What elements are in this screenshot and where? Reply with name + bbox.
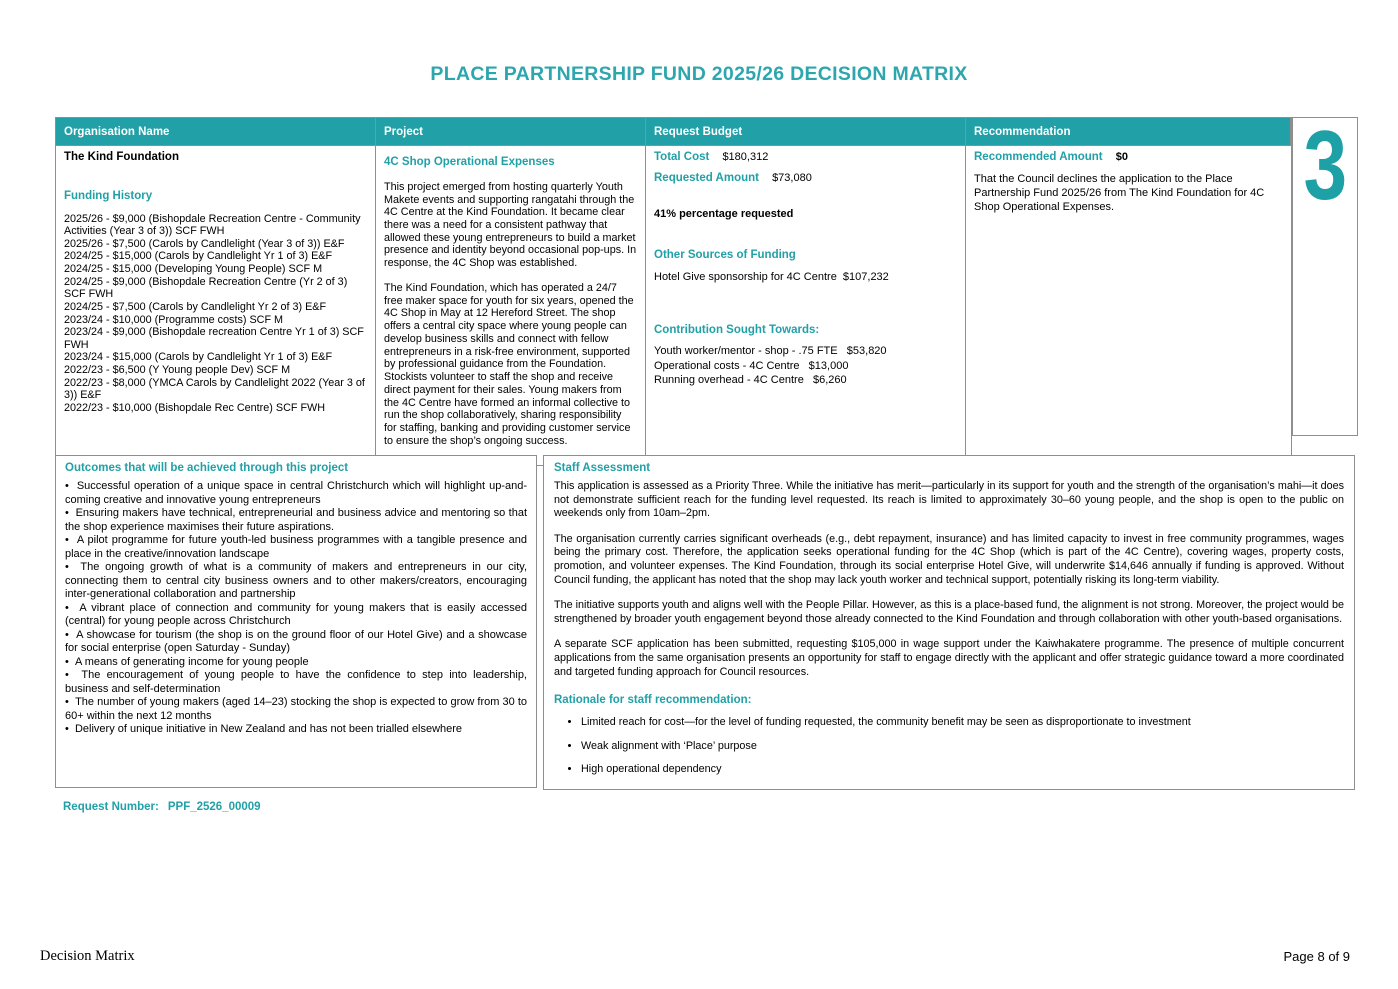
page-title: PLACE PARTNERSHIP FUND 2025/26 DECISION MATRIX [430,63,968,85]
funding-history-item: 2022/23 - $10,000 (Bishopdale Rec Centre) SCF FWH [64,401,326,414]
project-paragraph: The Kind Foundation, which has operated a 24/7 free maker space for youth for six years, opened the 4C Shop in May at 12 Hereford Street. The shop offers a central city space where young people can develop business skills and connect with fellow entrepreneurs in a risk-free environment, supported by professional guidance from the Foundation. Stockists volunteer to staff the shop and receive direct payment for their sales. Young makers from the 4C Centre have formed an informal collective to run the shop collaboratively, sharing responsibility for staffing, banking and providing customer service to ensure the shop’s ongoing success. [384,281,634,447]
header-project: Project [376,118,646,145]
organisation-cell [56,145,376,465]
rationale-item: • High operational dependency [581,763,1344,776]
percentage-requested: 41% percentage requested [654,207,794,220]
contribution-list [654,344,957,386]
project-paragraph: This project emerged from hosting quarterly Youth Makete events and supporting rangatahi through the 4C Centre at the Kind Foundation. It became clear there was a need for a consistent pathway that allowed these young entrepreneurs to build a market presence and identity beyond occasional pop-ups. In response, the 4C Shop was established. [384,180,637,270]
priority-score: 3 [1303,110,1347,220]
request-budget-cell [646,145,966,465]
requested-amount-value: $73,080 [772,171,812,184]
header-organisation-name: Organisation Name [56,118,376,145]
total-cost-value: $180,312 [722,151,769,163]
header-recommendation: Recommendation [966,118,1291,145]
rationale-heading: Rationale for staff recommendation: [554,694,752,707]
outcome-item: • The ongoing growth of what is a community of makers and entrepreneurs in our city, connecting them to central city business owners and to other makers/creators, encouraging inter-generational collaboration and partnership [65,561,527,602]
outcome-item: • A pilot programme for future youth-led business programmes with a tangible presence and place in the creative/innovation landscape [65,534,527,561]
total-cost-row [654,151,957,165]
staff-assessment-heading: Staff Assessment [554,462,651,474]
contribution-item: Operational costs - 4C Centre $13,000 [654,359,849,372]
outcome-item: • The number of young makers (aged 14–23) stocking the shop is expected to grow from 30 to 60+ within the next 12 months [65,696,527,723]
other-sources-heading: Other Sources of Funding [654,248,796,261]
header-request-budget: Request Budget [646,118,966,145]
staff-assessment-text [554,480,1344,679]
requested-amount-row [654,172,957,186]
staff-assessment-paragraph: This application is assessed as a Priority Three. While the initiative has merit—particularly in its support for youth and the strength of the organisation’s mahi—it does not demonstrate sufficient reach for the funding level requested. Its reach is limited to approximately 30–60 young people, and the shop is open to the public on weekends only from 10am–2pm. [554,480,1344,520]
funding-history-list [64,213,367,415]
funding-history-item: 2024/25 - $15,000 (Carols by Candlelight Yr 1 of 3) E&F [64,250,333,263]
outcomes-box [55,455,537,788]
outcome-item: • The encouragement of young people to have the confidence to step into leadership, business and self-determination [65,669,527,696]
project-description [384,181,637,448]
funding-history-item: 2023/24 - $10,000 (Programme costs) SCF M [64,313,284,326]
recommendation-text: That the Council declines the application to the Place Partnership Fund 2025/26 from The Kind Foundation for 4C Shop Operational Expenses. [974,172,1265,213]
footer-page-number: Page 8 of 9 [1283,949,1350,964]
request-number-value: PPF_2526_00009 [167,801,261,813]
contribution-item: Youth worker/mentor - shop - .75 FTE $53,820 [654,345,887,358]
outcome-item: • Successful operation of a unique space in central Christchurch which will highlight up-and-coming creative and innovative young entrepreneurs [65,480,527,507]
staff-assessment-paragraph: The initiative supports youth and aligns well with the People Pillar. However, as this is a place-based fund, the alignment is not strong. Moreover, the project would be strengthened by broader youth engagement beyond those already connected to the Kind Foundation and through collaboration with other youth-based organisations. [554,599,1344,625]
funding-history-item: 2023/24 - $15,000 (Carols by Candlelight Yr 1 of 3) E&F [64,351,333,364]
staff-assessment-paragraph: The organisation currently carries significant overheads (e.g., debt repayment, insurance) and has limited capacity to invest in free community programmes, wages being the primary cost. Therefore, the application seeks operational funding for the 4C Shop (which is part of the 4C Centre), covering wages, property costs, promotion, and volunteer expenses. The Kind Foundation, through its social enterprise Hotel Give, will underwrite $14,646 annually if funding is approved. Without Council funding, the applicant has noted that the shop may lack youth worker and technical support, potentially risking its long-term viability. [554,532,1344,586]
funding-history-heading: Funding History [64,189,153,202]
requested-amount-label: Requested Amount [654,171,759,184]
outcome-item: • Ensuring makers have technical, entrepreneurial and business advice and mentoring so that the shop experience maximises their future aspirations. [65,507,527,534]
outcome-item: • A means of generating income for young people [65,656,527,670]
funding-history-item: 2023/24 - $9,000 (Bishopdale recreation Centre Yr 1 of 3) SCF FWH [64,326,364,351]
funding-history-item: 2022/23 - $6,500 (Y Young people Dev) SCF M [64,364,291,377]
rationale-item: • Limited reach for cost—for the level of funding requested, the community benefit may be seen as disproportionate to investment [581,716,1344,729]
outcome-item: • A showcase for tourism (the shop is on the ground floor of our Hotel Give) and a showcase for social enterprise (open Saturday - Sunday) [65,629,527,656]
project-cell [376,145,646,465]
priority-score-box [1292,110,1358,436]
recommended-amount-label: Recommended Amount [974,151,1103,163]
recommendation-cell [966,145,1291,465]
outcome-item: • A vibrant place of connection and community for young makers that is easily accessed (central) for young people across Christchurch [65,602,527,629]
recommended-amount-row [974,151,1283,165]
contribution-item: Running overhead - 4C Centre $6,260 [654,373,847,386]
funding-history-item: 2025/26 - $7,500 (Carols by Candlelight (Year 3 of 3)) E&F [64,237,345,250]
outcomes-list [65,480,527,737]
outcome-item: • Delivery of unique initiative in New Zealand and has not been trialled elsewhere [65,723,527,737]
request-number-label: Request Number: [63,801,159,813]
organisation-name: The Kind Foundation [64,151,179,163]
funding-history-item: 2022/23 - $8,000 (YMCA Carols by Candlelight 2022 (Year 3 of 3)) E&F [64,376,365,402]
funding-history-item: 2024/25 - $15,000 (Developing Young People) SCF M [64,263,323,276]
funding-history-item: 2024/25 - $7,500 (Carols by Candlelight Yr 2 of 3) E&F [64,300,327,313]
contribution-heading: Contribution Sought Towards: [654,323,820,336]
request-number [63,801,261,813]
footer-document-name: Decision Matrix [40,948,135,964]
funding-history-item: 2024/25 - $9,000 (Bishopdale Recreation Centre (Yr 2 of 3) SCF FWH [64,275,348,301]
staff-assessment-box [543,455,1355,790]
project-title: 4C Shop Operational Expenses [384,156,555,168]
outcomes-heading: Outcomes that will be achieved through this project [65,462,349,474]
funding-history-item: 2025/26 - $9,000 (Bishopdale Recreation Centre - Community Activities (Year 3 of 3)) SCF FWH [64,212,361,238]
other-source-item: Hotel Give sponsorship for 4C Centre $107,232 [654,270,889,283]
staff-assessment-paragraph: A separate SCF application has been submitted, requesting $105,000 in wage support under the Kaiwhakatere programme. The presence of multiple concurrent applications from the same organisation presents an opportunity for staff to engage directly with the applicant and offer strategic guidance toward a more coordinated and targeted funding approach for Council resources. [554,638,1344,678]
rationale-list [554,716,1344,776]
recommended-amount-value: $0 [1115,151,1128,163]
other-sources-list [654,270,957,284]
decision-matrix-table [55,117,1292,466]
total-cost-label: Total Cost [654,151,710,163]
rationale-item: • Weak alignment with ‘Place’ purpose [581,740,1344,753]
